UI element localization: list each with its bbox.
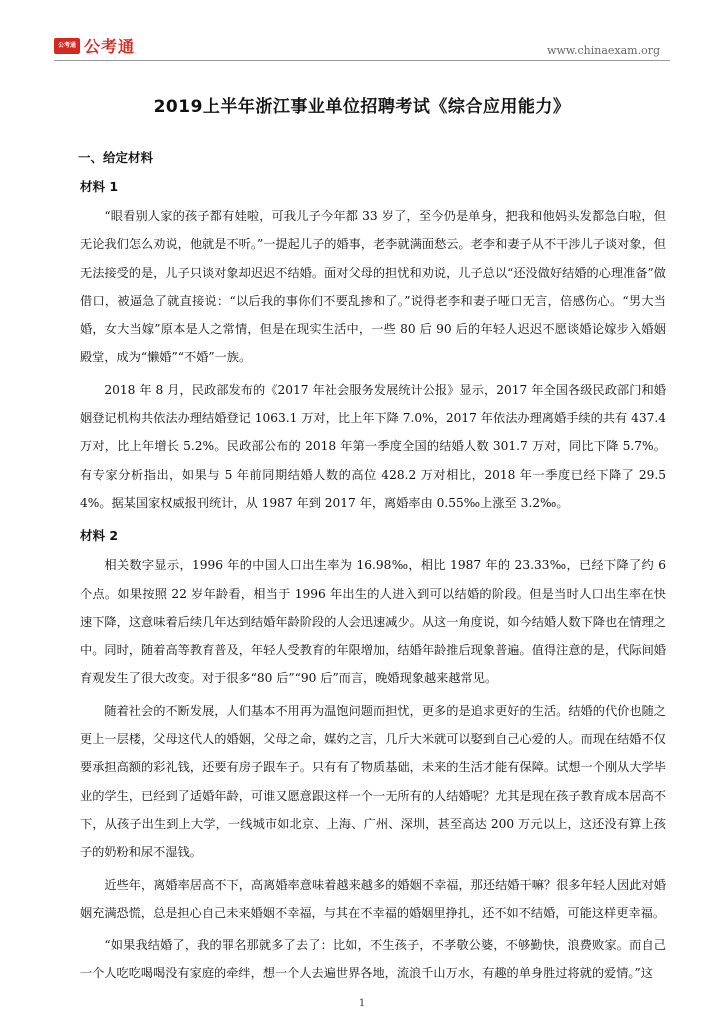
logo-text: 公考通 [84,37,136,56]
material-2-paragraph-3: 近些年，离婚率居高不下，高离婚率意味着越来越多的婚姻不幸福，那还结婚干嘛？很多年轻人因此对婚姻充满恐慌，总是担心自己未来婚姻不幸福，与其在不幸福的婚姻里挣扎，还不如不结婚，可能这样更幸福。 [80,877,666,920]
document-body [80,144,666,992]
logo-badge-icon: 公考通 [54,38,80,54]
material-2-heading: 材料 2 [80,528,119,544]
page-header [0,0,724,62]
material-1-heading: 材料 1 [80,179,119,194]
material-2-paragraph-1: 相关数字显示，1996 年的中国人口出生率为 16.98‰，相比 1987 年的 23.33‰，已经下降了约 6 个点。如果按照 22 岁年龄看，相当于 1996 年出生的人进入到可以结婚的阶段。但是当时人口出生率在快速下降，这意味着后续几年达到结婚年龄阶段的人会迅速减少。从这一角度说，如今结婚人数下降也在情理之中。同时，随着高等教育普及，年轻人受教育的年限增加，结婚年龄推后现象普遍。值得注意的是，代际间婚育观发生了很大改变。对于很多“80 后”“90 后”而言，晚婚现象越来越常见。 [80,558,666,686]
material-1-paragraph-1: “眼看别人家的孩子都有娃啦，可我儿子今年都 33 岁了，至今仍是单身，把我和他妈头发都急白啦，但无论我们怎么劝说，他就是不听。”一提起儿子的婚事，老李就满面愁云。老李和妻子从不干涉儿子谈对象，但无法接受的是，儿子只谈对象却迟迟不结婚。面对父母的担忧和劝说，儿子总以“还没做好结婚的心理准备”做借口，被逼急了就直接说：“以后我的事你们不要乱掺和了。”说得老李和妻子哑口无言，倍感伤心。“男大当婚，女大当嫁”原本是人之常情，但是在现实生活中，一些 80 后 90 后的年轻人迟迟不愿谈婚论嫁步入婚姻殿堂，成为“懒婚”“不婚”一族。 [80,209,666,365]
material-1-paragraph-2: 2018 年 8 月，民政部发布的《2017 年社会服务发展统计公报》显示，2017 年全国各级民政部门和婚姻登记机构共依法办理结婚登记 1063.1 万对，比上年下降 7.0%，2017 年依法办理离婚手续的共有 437.4 万对，比上年增长 5.2%。民政部公布的 2018 年第一季度全国的结婚人数 301.7 万对，同比下降 5.7%。有专家分析指出，如果与 5 年前同期结婚人数的高位 428.2 万对相比，2018 年一季度已经下降了 29.54%。据某国家权威报刊统计，从 1987 年到 2017 年，离婚率由 0.55‰上涨至 3.2‰。 [80,382,666,510]
page-number: 1 [358,998,366,1009]
brand-logo [54,34,135,57]
section-heading: 一、给定材料 [78,150,154,165]
document-title: 2019上半年浙江事业单位招聘考试《综合应用能力》 [153,97,571,117]
material-2-paragraph-2: 随着社会的不断发展，人们基本不用再为温饱问题而担忧，更多的是追求更好的生活。结婚的代价也随之更上一层楼，父母这代人的婚姻，父母之命，媒妁之言，几斤大米就可以娶到自己心爱的人。而现在结婚不仅要承担高额的彩礼钱，还要有房子跟车子。只有有了物质基础，未来的生活才能有保障。试想一个刚从大学毕业的学生，已经到了适婚年龄，可谁又愿意跟这样一个一无所有的人结婚呢？尤其是现在孩子教育成本居高不下，从孩子出生到上大学，一线城市如北京、上海、广州、深圳，甚至高达 200 万元以上，这还没有算上孩子的奶粉和尿不湿钱。 [80,703,666,860]
site-url: www.chinaexam.org [547,44,660,57]
material-2-paragraph-4: “如果我结婚了，我的罪名那就多了去了：比如，不生孩子，不孝敬公婆，不够勤快，浪费败家。而自己一个人吃吃喝喝没有家庭的牵绊，想一个人去遍世界各地，流浪千山万水，有趣的单身胜过将就的爱情。”这 [80,938,666,981]
header-divider [54,60,670,61]
